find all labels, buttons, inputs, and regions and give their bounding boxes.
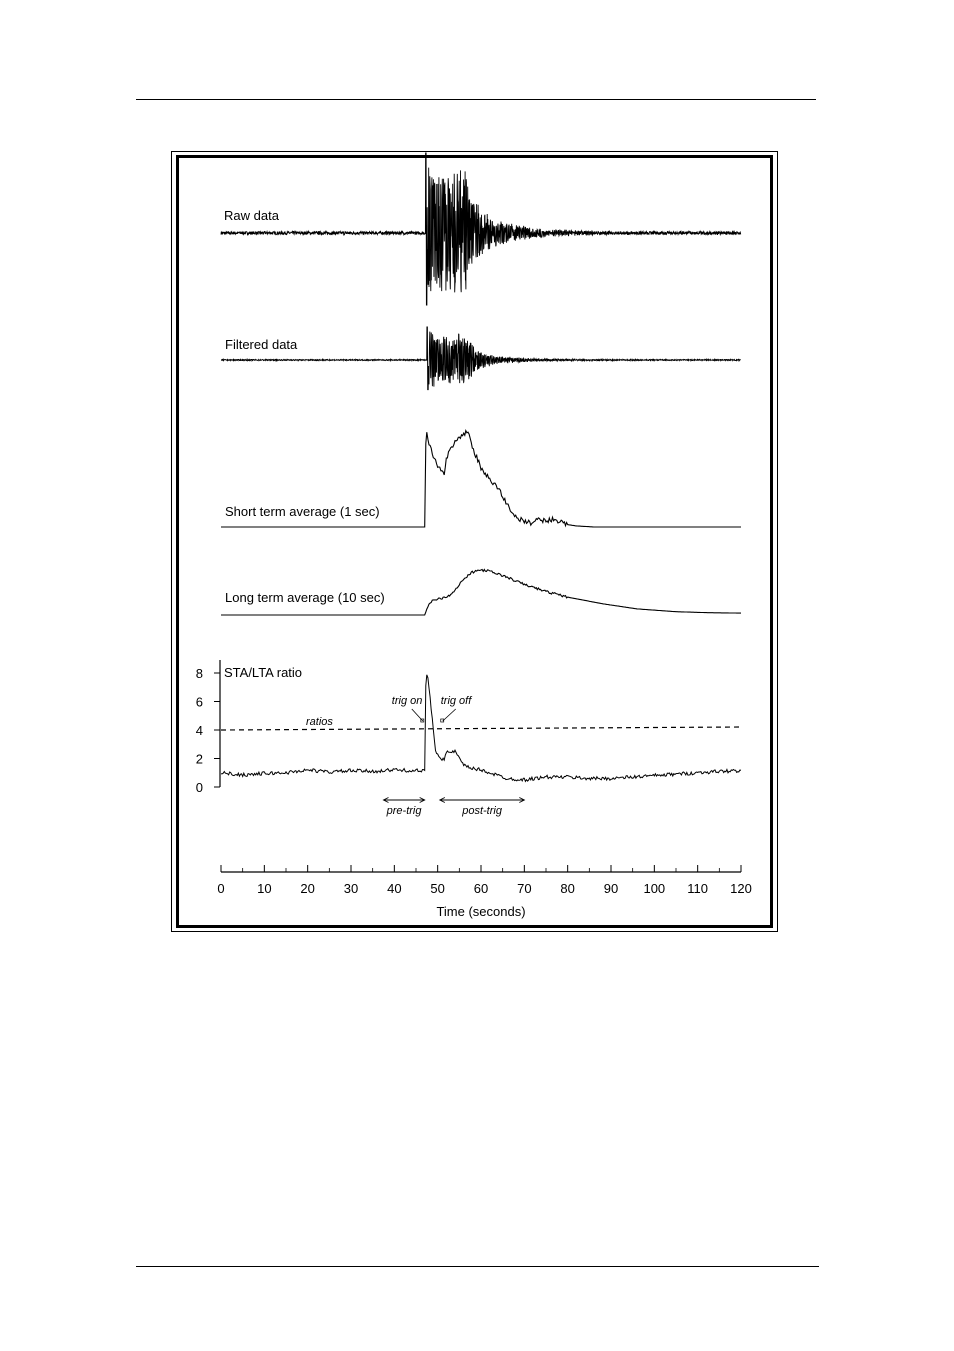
time-tick-label-50: 50 xyxy=(430,881,445,896)
threshold-line xyxy=(221,727,741,730)
filtered-data-label: Filtered data xyxy=(225,337,298,352)
long-term-average-10-sec-label: Long term average (10 sec) xyxy=(225,590,385,605)
time-tick-label-100: 100 xyxy=(643,881,666,896)
time-tick-label-0: 0 xyxy=(217,881,225,896)
time-tick-label-30: 30 xyxy=(343,881,359,896)
pre-trig-label: pre-trig xyxy=(386,805,422,817)
time-tick-label-20: 20 xyxy=(300,881,315,896)
traces-layer xyxy=(221,153,741,781)
raw-data-trace xyxy=(221,153,741,305)
filtered-data-trace xyxy=(221,327,741,390)
x-axis-label: Time (seconds) xyxy=(436,904,526,919)
ratio-tick-label-0: 0 xyxy=(195,780,203,795)
time-tick-label-90: 90 xyxy=(603,881,619,896)
time-tick-label-10: 10 xyxy=(257,881,272,896)
time-tick-label-60: 60 xyxy=(473,881,489,896)
trig-off-arrow xyxy=(443,709,456,721)
figure-frame xyxy=(171,151,778,932)
post-trig-label: post-trig xyxy=(462,805,502,817)
raw-data-label: Raw data xyxy=(224,208,279,223)
ratio-tick-label-6: 6 xyxy=(195,694,203,710)
footer-rule xyxy=(136,1266,819,1267)
sta-lta-ratio-label: STA/LTA ratio xyxy=(224,665,303,680)
annotations-layer xyxy=(221,695,741,817)
short-term-average-1-sec-label: Short term average (1 sec) xyxy=(225,504,380,519)
ratio-tick-label-2: 2 xyxy=(195,751,203,767)
trig-off-label: trig off xyxy=(440,695,472,707)
threshold-label: ratios xyxy=(306,716,333,728)
ratio-tick-label-8: 8 xyxy=(195,666,203,681)
sta-lta-ratio-trace xyxy=(221,675,741,782)
sta-lta-chart xyxy=(172,152,779,933)
ratio-tick-label-4: 4 xyxy=(195,723,203,738)
time-axis xyxy=(217,865,751,896)
time-tick-label-110: 110 xyxy=(687,881,709,896)
ratio-axis xyxy=(196,660,302,795)
time-tick-label-80: 80 xyxy=(560,881,575,896)
header-rule xyxy=(136,99,816,100)
time-tick-label-120: 120 xyxy=(730,881,752,896)
trig-on-label: trig on xyxy=(391,695,423,707)
time-tick-label-70: 70 xyxy=(517,881,532,896)
time-tick-label-40: 40 xyxy=(387,881,402,896)
